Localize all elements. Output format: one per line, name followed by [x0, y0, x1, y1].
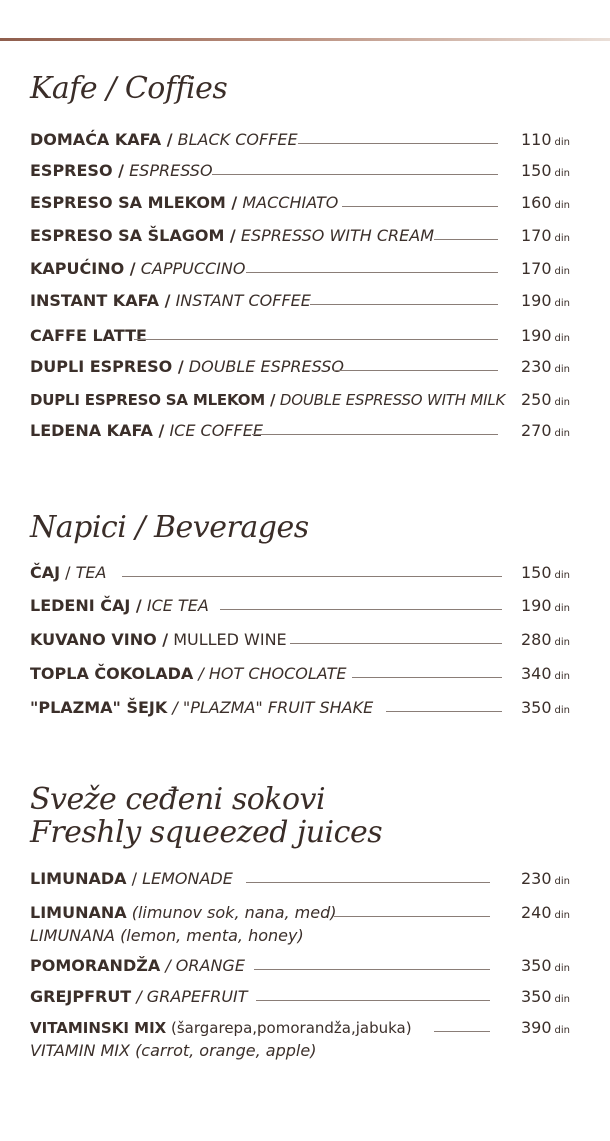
leader-line [290, 643, 502, 644]
item-name: VITAMINSKI MIX [30, 1019, 167, 1037]
menu-item-limunada [30, 868, 570, 890]
item-price: 350 din [520, 987, 570, 1006]
leader-line [298, 143, 498, 144]
leader-line [246, 272, 498, 273]
item-name: DUPLI ESPRESO SA MLEKOM / [30, 391, 276, 409]
leader-line [254, 969, 490, 970]
item-english-name: INSTANT COFFEE [175, 291, 311, 310]
menu-item-instant-kafa [30, 290, 570, 312]
item-price: 170 din [520, 259, 570, 278]
item-english-name: ICE TEA [146, 596, 209, 615]
item-english-description: VITAMIN MIX (carrot, orange, apple) [30, 1041, 317, 1060]
item-price: 240 din [520, 903, 570, 922]
menu-item-plazma-sejk [30, 697, 570, 719]
leader-line [352, 677, 502, 678]
menu-item-espreso [30, 160, 570, 182]
leader-line [386, 711, 502, 712]
item-english-name: CAPPUCCINO [140, 259, 246, 278]
item-english-name: DOUBLE ESPRESSO WITH MILK [279, 391, 506, 409]
item-name: ESPRESO / [30, 161, 124, 180]
item-english-name: ORANGE [175, 956, 245, 975]
menu-item-espreso-sa-mlekom [30, 192, 570, 214]
item-name: GREJPFRUT [30, 987, 132, 1006]
item-name: ČAJ [30, 563, 61, 582]
item-english-name: ESPRESSO WITH CREAM [240, 226, 435, 245]
item-english-name: HOT CHOCOLATE [208, 664, 347, 683]
menu-item-dupli-espreso-sa-mlekom [30, 389, 570, 411]
item-separator: / [198, 664, 204, 683]
item-english-name: DOUBLE ESPRESSO [188, 357, 344, 376]
item-name: LEDENA KAFA / [30, 421, 165, 440]
item-english-name: "PLAZMA" FRUIT SHAKE [182, 698, 374, 717]
item-price: 270 din [520, 421, 570, 440]
leader-line [256, 1000, 490, 1001]
leader-line [212, 174, 498, 175]
menu-item-ledeni-caj [30, 595, 570, 617]
menu-item-kapucino [30, 258, 570, 280]
leader-line [252, 434, 498, 435]
leader-line [334, 916, 490, 917]
leader-line [310, 304, 498, 305]
item-english-name: BLACK COFFEE [177, 130, 298, 149]
item-detail: (limunov sok, nana, med) [131, 903, 337, 922]
menu-item-espreso-sa-slagom [30, 225, 570, 247]
leader-line [434, 239, 498, 240]
item-price: 350 din [520, 956, 570, 975]
item-separator: / [136, 987, 142, 1006]
item-english-name: ESPRESSO [129, 161, 213, 180]
menu-item-kuvano-vino [30, 629, 570, 651]
item-english-name: MULLED WINE [173, 630, 287, 649]
item-name: LEDENI ČAJ / [30, 596, 142, 615]
section-title-coffees: Kafe / Coffies [30, 71, 228, 106]
menu-item-caj [30, 562, 570, 584]
item-detail: (šargarepa,pomorandža,jabuka) [171, 1019, 412, 1037]
section-title-beverages: Napici / Beverages [30, 510, 309, 545]
leader-line [342, 206, 498, 207]
item-price: 230 din [520, 869, 570, 888]
item-english-name: TEA [75, 563, 107, 582]
item-name: KUVANO VINO / [30, 630, 169, 649]
item-english-name: LEMONADE [142, 869, 233, 888]
item-english-description: LIMUNANA (lemon, menta, honey) [30, 926, 304, 945]
item-price: 230 din [520, 357, 570, 376]
item-name: DUPLI ESPRESO / [30, 357, 184, 376]
menu-item-pomorandza [30, 955, 570, 977]
item-price: 190 din [520, 291, 570, 310]
menu-item-vitaminski-mix [30, 1017, 570, 1060]
item-name: ESPRESO SA ŠLAGOM / [30, 226, 236, 245]
item-name: INSTANT KAFA / [30, 291, 171, 310]
item-separator: / [172, 698, 178, 717]
item-name: KAPUĆINO / [30, 259, 136, 278]
leader-line [334, 370, 498, 371]
item-name: POMORANDŽA [30, 956, 161, 975]
menu-item-caffe-latte [30, 325, 570, 347]
menu-item-topla-cokolada [30, 663, 570, 685]
section-title-juices-en: Freshly squeezed juices [30, 815, 383, 850]
item-price: 110 din [520, 130, 570, 149]
item-price: 190 din [520, 326, 570, 345]
section-title-juices-sr: Sveže ceđeni sokovi [30, 782, 326, 817]
item-price: 150 din [520, 563, 570, 582]
top-divider-bar [0, 38, 610, 41]
item-name: "PLAZMA" ŠEJK [30, 698, 168, 717]
item-name: ESPRESO SA MLEKOM / [30, 193, 238, 212]
item-price: 160 din [520, 193, 570, 212]
item-price: 150 din [520, 161, 570, 180]
item-english-name: MACCHIATO [242, 193, 339, 212]
item-price: 170 din [520, 226, 570, 245]
item-name: LIMUNANA [30, 903, 127, 922]
menu-item-dupli-espreso [30, 356, 570, 378]
item-price: 390 din [520, 1018, 570, 1037]
item-price: 280 din [520, 630, 570, 649]
menu-item-limunana [30, 902, 570, 945]
item-english-name: ICE COFFEE [169, 421, 263, 440]
leader-line [246, 882, 490, 883]
item-separator: / [165, 956, 171, 975]
item-price: 350 din [520, 698, 570, 717]
item-name: DOMAĆA KAFA / [30, 130, 173, 149]
item-english-name: GRAPEFRUIT [146, 987, 248, 1006]
item-price: 250 din [520, 390, 570, 409]
leader-line [434, 1031, 490, 1032]
item-price: 340 din [520, 664, 570, 683]
menu-item-ledena-kafa [30, 420, 570, 442]
leader-line [134, 339, 498, 340]
item-price: 190 din [520, 596, 570, 615]
leader-line [220, 609, 502, 610]
item-name: CAFFE LATTE [30, 326, 147, 345]
menu-item-domaca-kafa [30, 129, 570, 151]
menu-item-grejpfrut [30, 986, 570, 1008]
item-separator: / [131, 869, 137, 888]
item-separator: / [65, 563, 71, 582]
item-name: LIMUNADA [30, 869, 127, 888]
item-name: TOPLA ČOKOLADA [30, 664, 194, 683]
leader-line [122, 576, 502, 577]
